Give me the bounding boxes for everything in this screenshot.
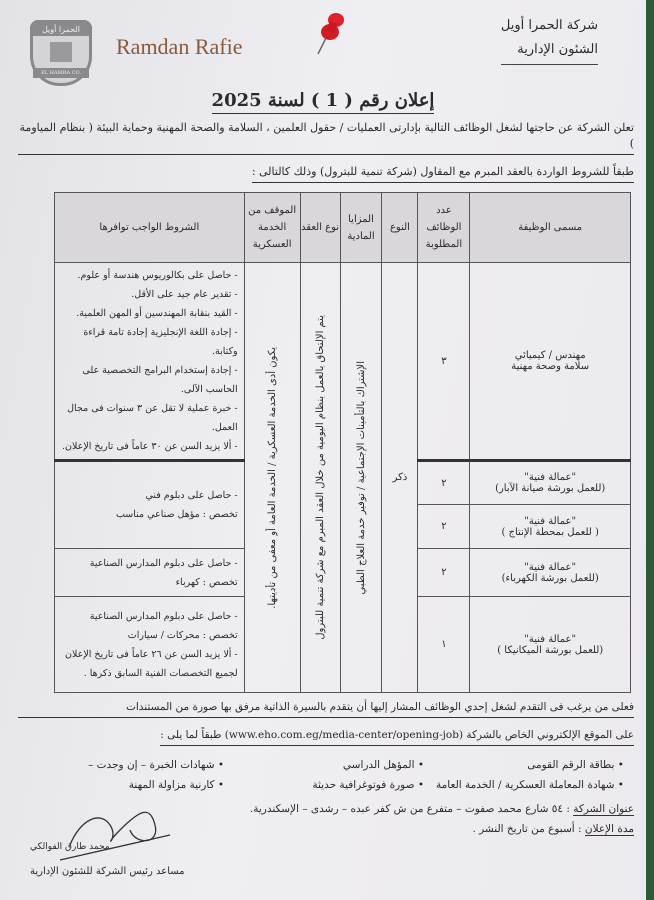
document-item: • صورة فوتوغرافية حديثة [224, 775, 424, 795]
company-address: عنوان الشركة : ٥٤ شارع محمد صفوت – متفرع من ش كفر عبده – رشدى – الإسكندرية. [249, 803, 634, 815]
job-count: ٢ [418, 505, 470, 549]
signatory-name: محمد طارق الفوالكي [30, 842, 110, 852]
company-logo [30, 20, 92, 86]
job-count: ٢ [418, 461, 470, 505]
announcement-duration: مدة الإعلان : أسبوع من تاريخ النشر . [472, 823, 634, 835]
job-title: "عمالة فنية" (للعمل بورشة الميكانيكا ) [470, 597, 631, 693]
military-cell: يكون أدى الخدمة العسكرية / الخدمة العامة أو معفى من تأديتها. [244, 263, 300, 693]
logo-text-top: الحمرا أويل [33, 23, 89, 36]
conditions-cell: - حاصل على دبلوم المدارس الصناعية تخصص : محركات / سيارات - ألا يزيد السن عن ٢٦ عاماً فى تاريخ الإعلان لجميع التخصصات الفنية السابق ذكرها . [55, 597, 245, 693]
watermark-name: Ramdan Rafie [116, 34, 243, 59]
table-row [55, 263, 631, 461]
logo-image [50, 42, 72, 62]
conditions-cell: - حاصل على دبلوم فني تخصص : مؤهل صناعي مناسب [55, 461, 245, 549]
apply-line-2: على الموقع الإلكتروني الخاص بالشركة (www.eho.com.eg/media-center/opening-job) طبقاً لما يلى : [160, 727, 634, 746]
header-gender: النوع [382, 193, 418, 263]
conditions-cell: - حاصل على بكالوريوس هندسة أو علوم. - تقدير عام جيد على الأقل. - القيد بنقابة المهندسين أو المهن العلمية. - إجادة اللغة الإنجليزية إجادة تامة قراءة وكتابة. - إجادة إستخدام البرامج التخصصية على الحاسب الآلى. - خبرة عملية لا تقل عن ٣ سنوات فى مجال العمل. - ألا يزيد السن عن ٣٠ عاماً فى تاريخ الإعلان. [55, 263, 245, 461]
job-title: مهندس / كيميائي سلامة وصحة مهنية [470, 263, 631, 461]
announcement-title: إعلان رقم ( 1 ) لسنة 2025 [0, 90, 646, 111]
contract-cell: يتم الإلتحاق بالعمل بنظام اليومية من خلال العقد المبرم مع شركة تنمية للبترول [300, 263, 340, 693]
document-body [18, 120, 634, 839]
header-job: مسمى الوظيفة [470, 193, 631, 263]
intro-line-1: تعلن الشركة عن حاجتها لشغل الوظائف التالية بإدارتى العمليات / حقول العلمين ، السلامة والصحة المهنية وحماية البيئة ( بنظام المياومة ) [18, 120, 634, 155]
company-header [501, 14, 598, 65]
intro-line-2: طبقاً للشروط الواردة بالعقد المبرم مع المقاول (شركة تنمية للبترول) وذلك كالتالى : [252, 164, 634, 183]
document-item: • شهادات الخبرة – إن وجدت – [24, 755, 224, 775]
job-title: "عمالة فنية" (للعمل بورشة صيانة الآبار) [470, 461, 631, 505]
benefits-cell: الإشتراك بالتأمينات الإجتماعية / توفير خدمة العلاج الطبي [340, 263, 382, 693]
signatory-position: مساعد رئيس الشركة للشئون الإدارية [30, 866, 185, 877]
push-pin-icon [310, 8, 350, 58]
gender-cell: ذكر [382, 263, 418, 693]
jobs-table [54, 192, 631, 693]
job-title: "عمالة فنية" (للعمل بورشة الكهرباء) [470, 549, 631, 597]
signature-scribble [40, 800, 190, 870]
company-name: شركة الحمرا أويل [500, 18, 598, 33]
logo-text-bottom: EL HAMRA CO. [33, 68, 89, 78]
conditions-cell: - حاصل على دبلوم المدارس الصناعية تخصص : كهرباء [55, 549, 245, 597]
document-item: • المؤهل الدراسي [224, 755, 424, 775]
header-count: عدد الوظائف المطلوبة [418, 193, 470, 263]
header-contract: نوع العقد [300, 193, 340, 263]
header-military: الموقف من الخدمة العسكرية [244, 193, 300, 263]
document-item: • كارنية مزاولة المهنة [24, 775, 224, 795]
department-name: الشئون الإدارية [501, 38, 598, 65]
document-item: • شهادة المعاملة العسكرية / الخدمة العامة [424, 775, 624, 795]
header-benefits: المزايا المادية [340, 193, 382, 263]
documents-list [18, 755, 624, 795]
job-count: ١ [418, 597, 470, 693]
header-conditions: الشروط الواجب توافرها [55, 193, 245, 263]
job-count: ٣ [418, 263, 470, 461]
job-title: "عمالة فنية" ( للعمل بمحطة الإنتاج ) [470, 505, 631, 549]
job-count: ٢ [418, 549, 470, 597]
table-header-row [55, 193, 631, 263]
document-item: • بطاقة الرقم القومى [424, 755, 624, 775]
apply-line-1: فعلى من يرغب فى التقدم لشغل إحدي الوظائف المشار إليها أن يتقدم بالسيرة الذاتية مرفق بها صورة من المستندات [18, 699, 634, 718]
